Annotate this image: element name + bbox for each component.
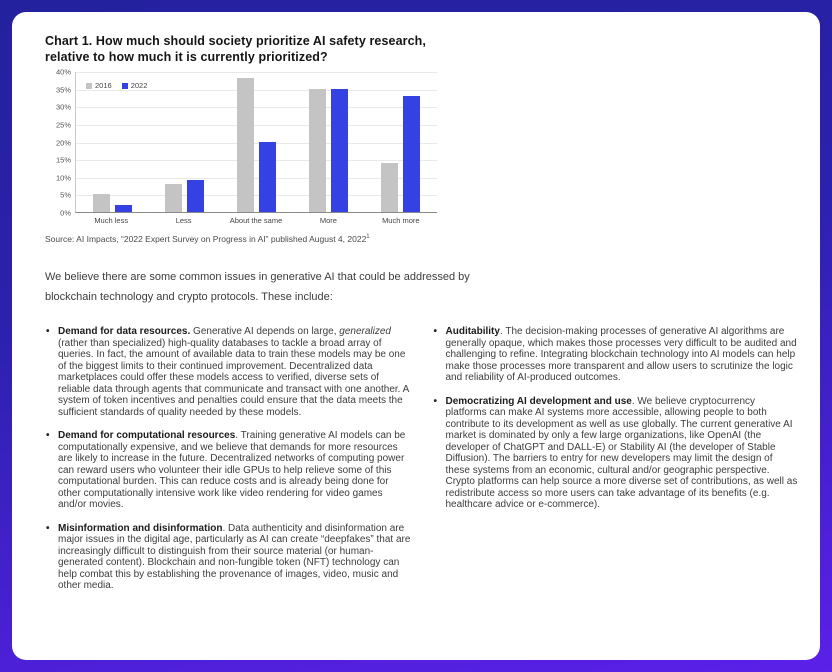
bullet-text: . Data authenticity and disinformation are major issues in the digital age, particularly as AI can create “deepfakes” that are increasingly difficult to distinguish from their source material (or human-generated content). Blockchain and non-fungible token (NFT) technology can help combat this by establishing the provenance of images, video, music and other media.	[58, 522, 411, 591]
bullet-lead: Demand for computational resources	[58, 430, 236, 441]
bar-2016-less	[165, 184, 182, 212]
bullet-text: (rather than specialized) high-quality databases to tackle a broad array of queries. In fact, the amount of available data to train these models may be one of the biggest limits to their continued improvement. Decentralized data marketplaces could offer these models access to verified, diverse sets of reliable data through agents that communicate and transact with one another. A system of token incentives and penalties could ensure that the data meets the sufficient standards of quality needed by these models.	[58, 337, 409, 418]
bullet-text: . The decision-making processes of generative AI algorithms are generally opaque, which makes those processes very difficult to be audited and challenging to refine. Integrating blockchain technology into AI models can help make those processes more transparent and allow users to scrutinize the logic and reliability of AI-produced outcomes.	[445, 326, 797, 383]
bar-group-much-less	[76, 72, 148, 212]
bar-chart	[45, 67, 800, 225]
source-footnote-marker: 1	[366, 234, 370, 241]
bullet-item	[45, 326, 411, 418]
y-tick-35: 35%	[55, 85, 71, 95]
bullet-lead: Misinformation and disinformation	[58, 522, 223, 534]
right-column	[433, 326, 799, 604]
x-label-much-more: Much more	[382, 216, 420, 225]
x-label-about-the-same: About the same	[229, 216, 283, 225]
bar-groups	[76, 72, 437, 212]
bar-2016-about-the-same	[237, 78, 254, 212]
chart-title: Chart 1. How much should society prioritize AI safety research, relative to how much it is currently prioritized?	[45, 34, 426, 64]
y-tick-0: 0%	[60, 208, 71, 218]
y-tick-10: 10%	[55, 173, 71, 183]
y-axis-labels	[45, 67, 75, 218]
bar-group-less	[148, 72, 220, 212]
bullet-lead: Auditability	[445, 326, 500, 337]
y-tick-25: 25%	[55, 120, 71, 130]
bar-2016-much-more	[381, 163, 398, 212]
source-text: Source: AI Impacts, “2022 Expert Survey on Progress in AI” published August 4, 2022	[45, 234, 367, 244]
right-bullet-list	[433, 326, 799, 511]
left-bullet-list	[45, 326, 411, 592]
y-tick-30: 30%	[55, 102, 71, 112]
plot-area	[75, 72, 437, 213]
bar-2016-more	[309, 89, 326, 212]
bullet-text: Generative AI depends on large,	[190, 326, 340, 337]
bar-group-about-the-same	[220, 72, 292, 212]
bullet-item	[433, 326, 799, 384]
bullet-item	[45, 523, 411, 592]
bar-2022-more	[331, 89, 348, 212]
bar-2022-less	[187, 180, 204, 212]
bar-2022-much-more	[403, 96, 420, 212]
y-tick-20: 20%	[55, 138, 71, 147]
y-tick-15: 15%	[55, 155, 71, 165]
bullet-lead: Democratizing AI development and use	[445, 395, 632, 407]
bar-group-much-more	[365, 72, 437, 212]
left-column	[45, 326, 411, 604]
bullet-text: . Training generative AI models can be computationally expensive, and we believe that demands for more resources are likely to increase in the future. Decentralized networks of computing power can reward users who volunteer their idle GPUs to help relieve some of this computational burden. This can reduce costs and is already being done for other computationally intensive work like video rendering for video games and/or movies.	[58, 430, 406, 510]
intro-paragraph: We believe there are some common issues in generative AI that could be addressed by blockchain technology and crypto protocols. These include:	[45, 271, 470, 303]
y-tick-5: 5%	[60, 190, 71, 200]
x-label-more: More	[319, 216, 337, 225]
legend-label: 2016	[95, 81, 112, 90]
bar-2022-about-the-same	[259, 142, 276, 213]
bullet-text: . We believe cryptocurrency platforms can make AI systems more accessible, allowing people to both contribute to its development as well as use globally. The current generative AI market is dominated by only a few large organizations, like OpenAI (the developer of ChatGPT and DALL-E) or Stability AI (the developer of Stable Diffusion). The barriers to entry for new developers may limit the design of these systems from an economic, cultural and/or geographic perspective. Crypto platforms can help source a more diverse set of contributions, as well as redistribute access so more users can take advantage of its benefits (e.g. healthcare advice or e-commerce).	[445, 395, 798, 510]
bar-2022-much-less	[115, 205, 132, 212]
bar-group-more	[293, 72, 365, 212]
chart-source	[45, 234, 800, 244]
x-label-less: Less	[175, 216, 192, 225]
bullet-item	[433, 396, 799, 511]
bar-2016-much-less	[93, 194, 110, 212]
bullet-item	[45, 430, 411, 511]
bullet-columns	[45, 326, 800, 604]
legend-label: 2022	[130, 81, 148, 90]
report-card	[12, 12, 820, 660]
x-label-much-less: Much less	[94, 216, 129, 225]
bullet-text-italic: generalized	[339, 326, 391, 337]
bullet-lead: Demand for data resources.	[58, 326, 191, 337]
x-axis-labels	[75, 216, 437, 225]
y-tick-40: 40%	[55, 67, 71, 77]
